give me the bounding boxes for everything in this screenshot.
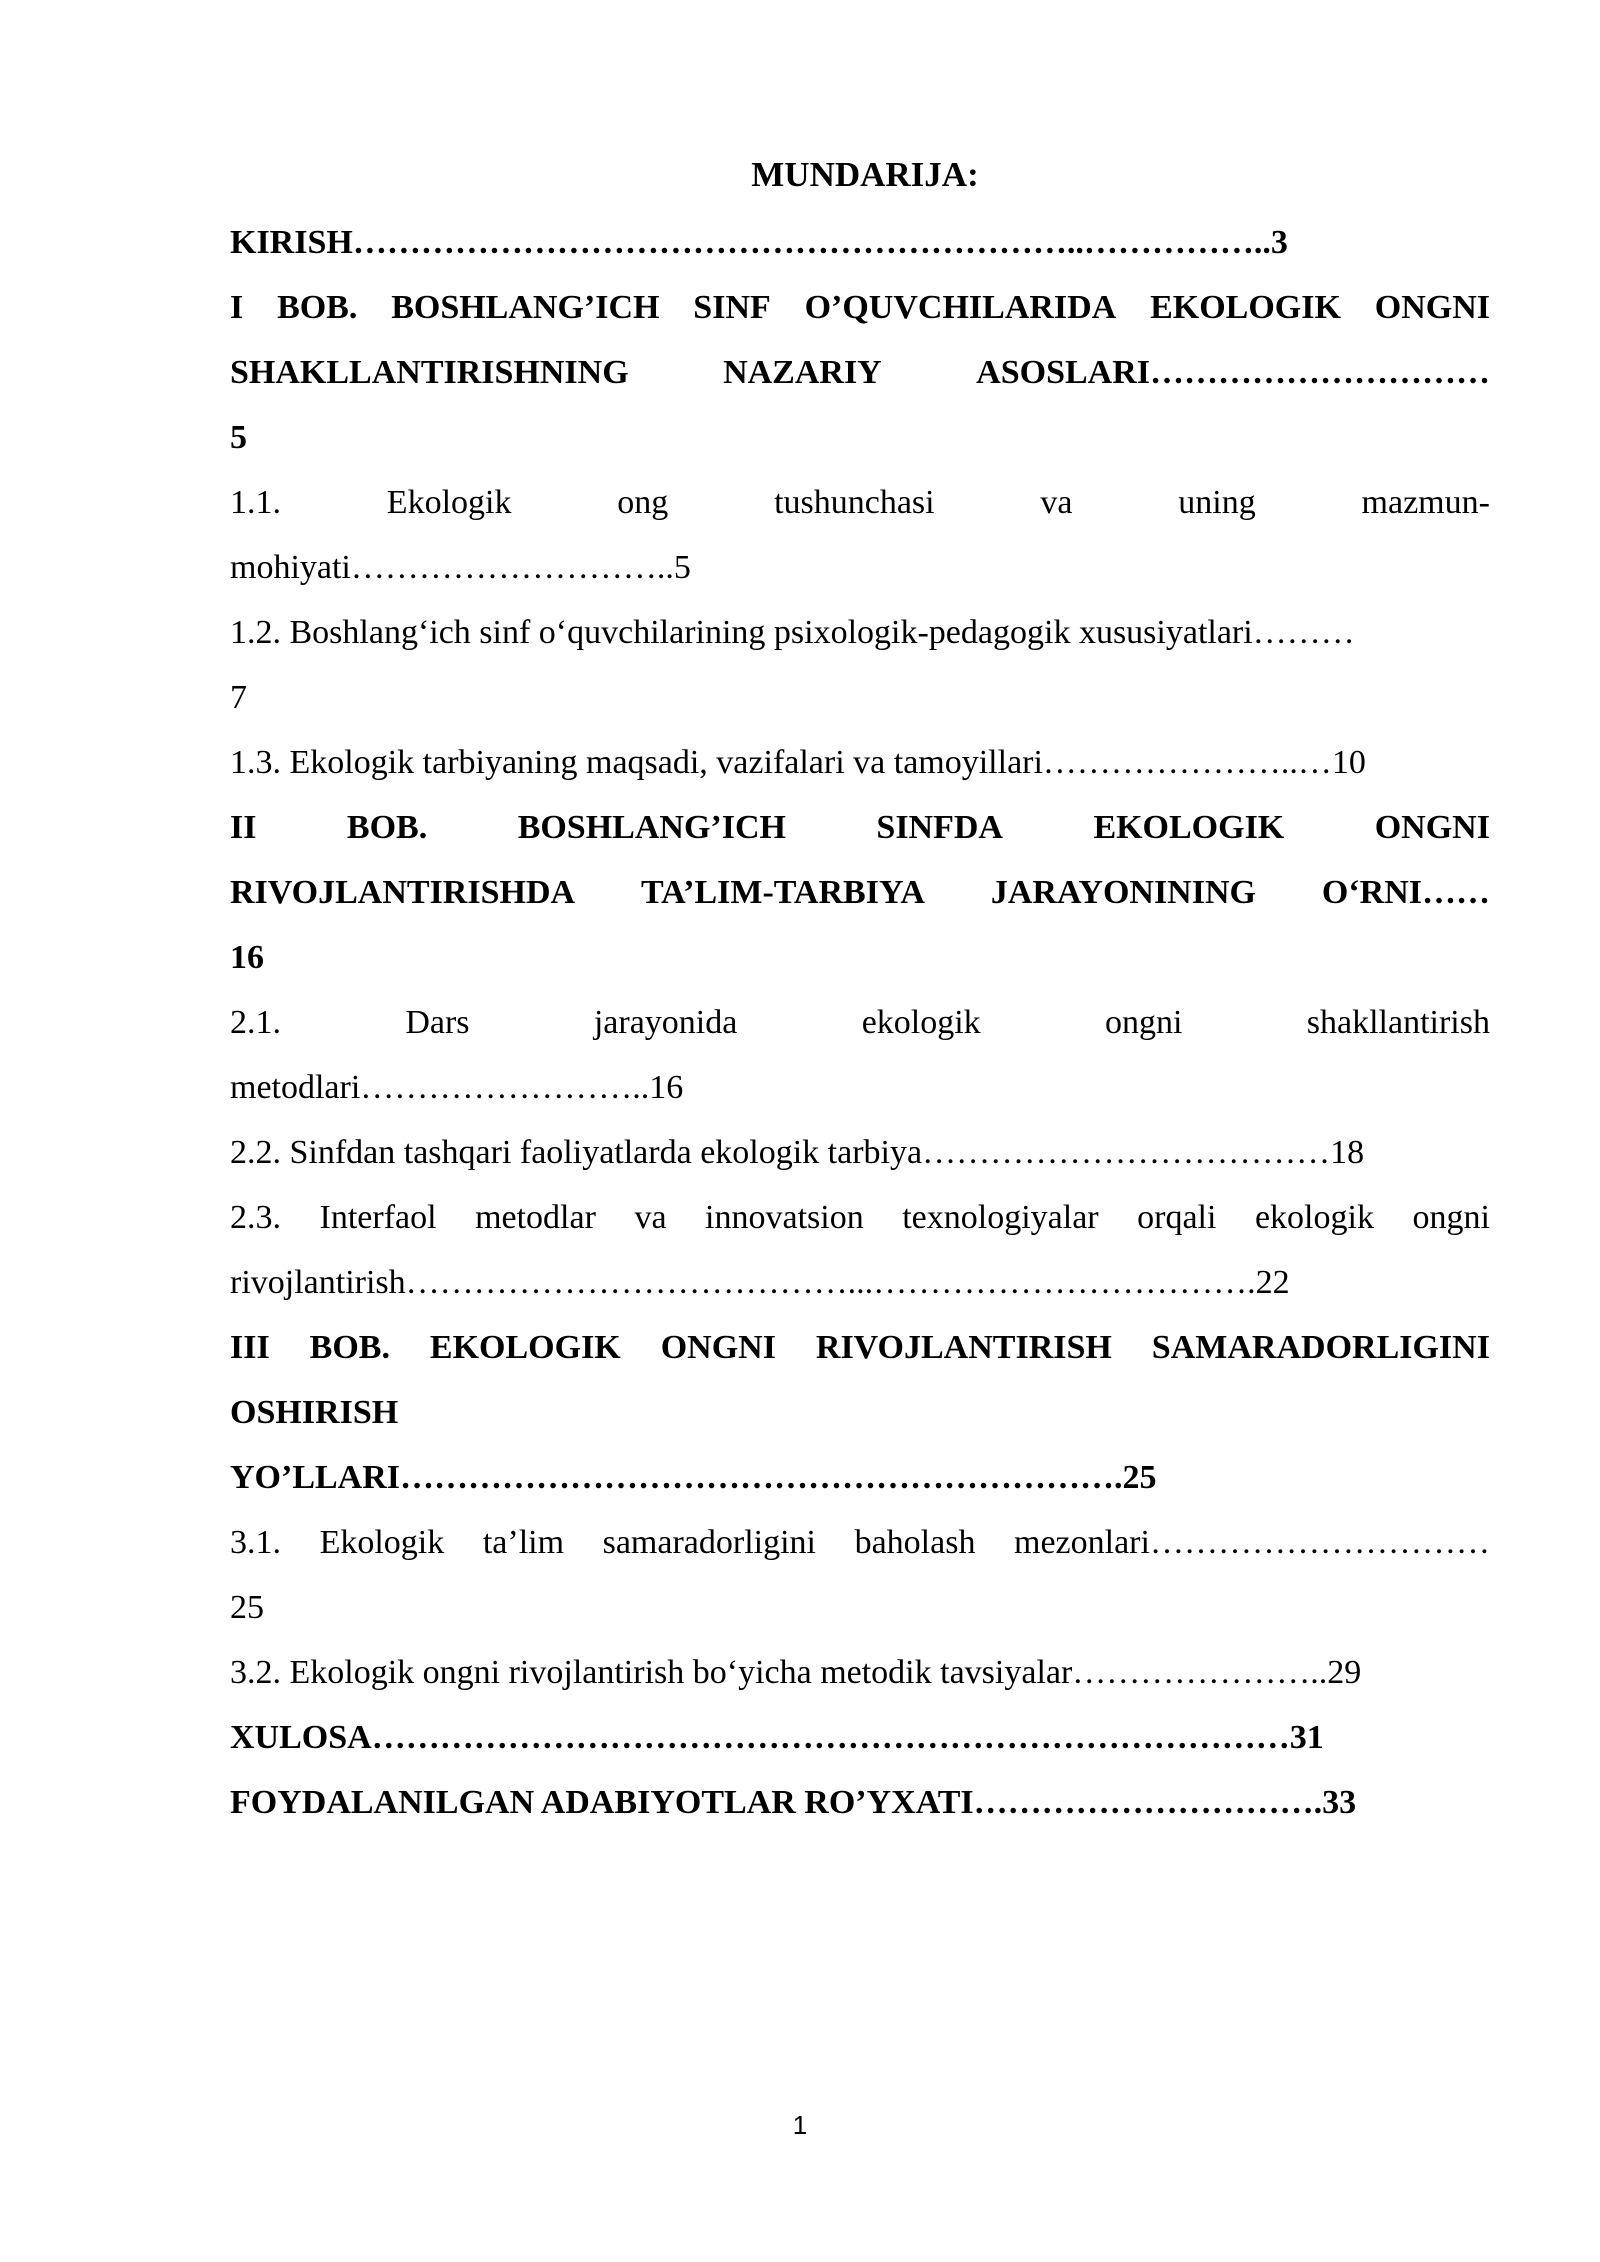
toc-word: BOB. bbox=[309, 1329, 390, 1366]
toc-entry-section-1-1-line-2: mohiyati………………………..5 bbox=[230, 549, 691, 586]
toc-entry-kirish: KIRISH………………………………………………………..……………..3 bbox=[230, 224, 1288, 261]
toc-word: va bbox=[1040, 484, 1073, 521]
toc-word: RIVOJLANTIRISH bbox=[815, 1329, 1112, 1366]
toc-word: EKOLOGIK bbox=[1150, 289, 1341, 326]
toc-entry-section-3-2: 3.2. Ekologik ongni rivojlantirish bo‘yicha metodik tavsiyalar…………………..29 bbox=[230, 1654, 1362, 1691]
toc-word: SHAKLLANTIRISHNING bbox=[230, 354, 629, 391]
toc-entry-conclusion: XULOSA………………………………………………………………………31 bbox=[230, 1719, 1324, 1756]
toc-word: 2.3. bbox=[230, 1199, 281, 1236]
toc-word: BOB. bbox=[277, 289, 358, 326]
toc-title: MUNDARIJA: bbox=[751, 155, 979, 194]
toc-entry-chapter-1-page: 5 bbox=[230, 419, 247, 456]
toc-entry-chapter-2-line-2 bbox=[230, 865, 1490, 920]
toc-word: tushunchasi bbox=[774, 484, 935, 521]
toc-word: EKOLOGIK bbox=[429, 1329, 621, 1366]
toc-entry-chapter-2-line-1 bbox=[230, 800, 1490, 855]
toc-word: mazmun- bbox=[1361, 484, 1490, 521]
toc-entry-section-2-3-line-1 bbox=[230, 1190, 1490, 1245]
toc-word: Ekologik bbox=[386, 484, 512, 521]
toc-word: Interfaol bbox=[319, 1199, 437, 1236]
toc-entry-chapter-1-line-2 bbox=[230, 345, 1490, 400]
toc-word: samaradorligini bbox=[602, 1524, 816, 1561]
toc-word: II bbox=[230, 809, 257, 846]
toc-word: orqali bbox=[1137, 1199, 1217, 1236]
toc-word: jarayonida bbox=[593, 1004, 738, 1041]
toc-word: BOB. bbox=[346, 809, 428, 846]
toc-word: 3.1. bbox=[230, 1524, 281, 1561]
toc-entry-references: FOYDALANILGAN ADABIYOTLAR RO’YXATI………………………….33 bbox=[230, 1784, 1357, 1821]
toc-word: innovatsion bbox=[705, 1199, 864, 1236]
toc-word: ongni bbox=[1412, 1199, 1490, 1236]
toc-entry-chapter-1-line-1 bbox=[230, 280, 1490, 335]
toc-word: SAMARADORLIGINI bbox=[1151, 1329, 1490, 1366]
toc-word: ong bbox=[617, 484, 669, 521]
toc-entry-chapter-2-page: 16 bbox=[230, 939, 264, 976]
toc-word: III bbox=[230, 1329, 270, 1366]
toc-word: va bbox=[634, 1199, 667, 1236]
toc-entry-section-1-3: 1.3. Ekologik tarbiyaning maqsadi, vazifalari va tamoyillari…………………..…10 bbox=[230, 744, 1366, 781]
toc-word: ekologik bbox=[1254, 1199, 1374, 1236]
toc-word: NAZARIY bbox=[723, 354, 882, 391]
toc-entry-section-3-1-page: 25 bbox=[230, 1589, 264, 1626]
toc-word: ASOSLARI………………………… bbox=[976, 354, 1490, 391]
toc-word: 1.1. bbox=[230, 484, 281, 521]
toc-entry-section-2-1-line-2: metodlari……………………..16 bbox=[230, 1069, 684, 1106]
toc-entry-section-1-2: 1.2. Boshlang‘ich sinf o‘quvchilarining psixologik-pedagogik xususiyatlari……… bbox=[230, 614, 1355, 651]
toc-word: SINFDA bbox=[876, 809, 1003, 846]
toc-word: JARAYONINING bbox=[990, 874, 1256, 911]
toc-word: O’QUVCHILARIDA bbox=[804, 289, 1117, 326]
toc-word: ekologik bbox=[861, 1004, 981, 1041]
toc-entry-chapter-3-line-1 bbox=[230, 1320, 1490, 1375]
toc-entry-section-2-2: 2.2. Sinfdan tashqari faoliyatlarda ekologik tarbiya………………………………18 bbox=[230, 1134, 1365, 1171]
toc-word: EKOLOGIK bbox=[1093, 809, 1285, 846]
toc-word: O‘RNI…… bbox=[1321, 874, 1490, 911]
toc-word: shakllantirish bbox=[1306, 1004, 1490, 1041]
toc-word: BOSHLANG’ICH bbox=[517, 809, 786, 846]
toc-word: metodlar bbox=[475, 1199, 596, 1236]
toc-word: uning bbox=[1178, 484, 1256, 521]
toc-word: I bbox=[230, 289, 244, 326]
toc-word: RIVOJLANTIRISHDA bbox=[230, 874, 576, 911]
toc-word: mezonlari………………………… bbox=[1014, 1524, 1490, 1561]
toc-entry-section-2-3-line-2: rivojlantirish…………………………………...…………………………….22 bbox=[230, 1264, 1290, 1301]
toc-word: Dars bbox=[405, 1004, 470, 1041]
toc-word: texnologiyalar bbox=[902, 1199, 1099, 1236]
toc-word: ONGNI bbox=[660, 1329, 776, 1366]
toc-entry-section-2-1-line-1 bbox=[230, 995, 1490, 1050]
toc-word: ONGNI bbox=[1374, 289, 1490, 326]
toc-word: baholash bbox=[854, 1524, 976, 1561]
page-number: 1 bbox=[792, 2110, 808, 2140]
toc-entry-chapter-3-line-2: OSHIRISH bbox=[230, 1394, 399, 1431]
toc-entry-section-1-1-line-1 bbox=[230, 475, 1490, 530]
toc-word: Ekologik bbox=[319, 1524, 445, 1561]
toc-word: BOSHLANG’ICH bbox=[391, 289, 660, 326]
toc-entry-section-3-1 bbox=[230, 1515, 1490, 1570]
toc-word: ta’lim bbox=[482, 1524, 565, 1561]
toc-entry-section-1-2-page: 7 bbox=[230, 679, 247, 716]
toc-word: 2.1. bbox=[230, 1004, 281, 1041]
toc-entry-chapter-3-line-3: YO’LLARI……………………………………………………….25 bbox=[230, 1459, 1157, 1496]
toc-word: ONGNI bbox=[1374, 809, 1490, 846]
toc-word: SINF bbox=[693, 289, 771, 326]
toc-word: ongni bbox=[1105, 1004, 1183, 1041]
toc-word: TA’LIM-TARBIYA bbox=[640, 874, 925, 911]
